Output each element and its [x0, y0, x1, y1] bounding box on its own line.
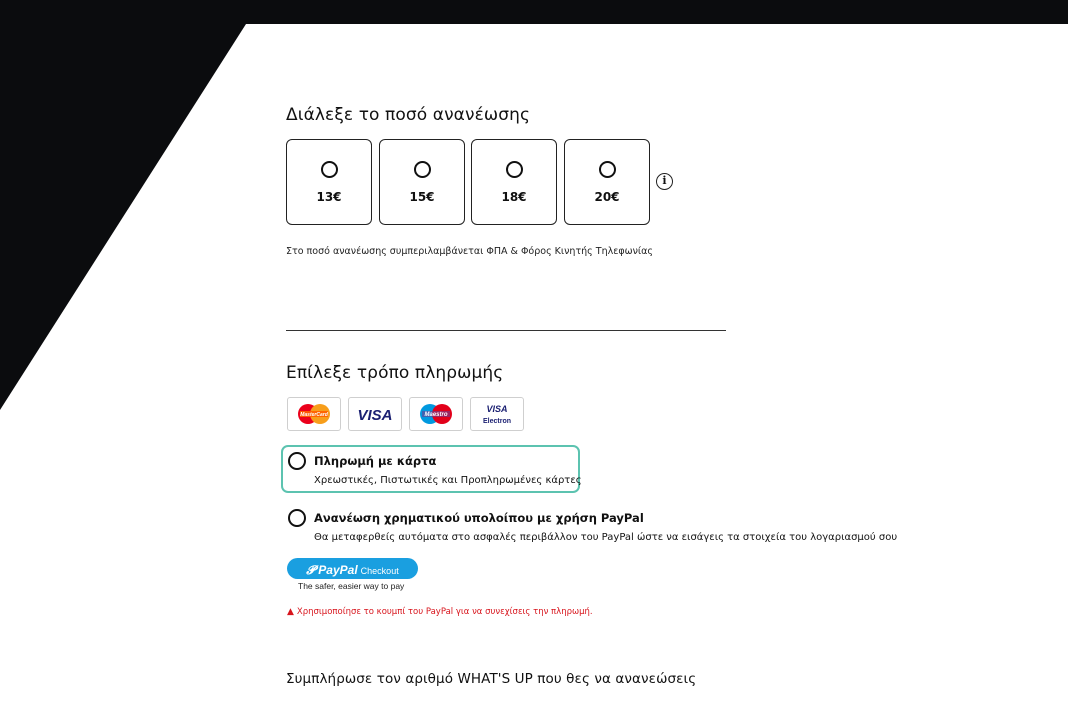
mastercard-logo	[287, 397, 341, 431]
paypal-option-title[interactable]: Ανανέωση χρηματικού υπολοίπου με χρήση PayPal	[314, 511, 644, 525]
pay-by-card-radio-icon[interactable]	[288, 452, 306, 470]
visa-electron-logo	[470, 397, 524, 431]
paypal-checkout-label: Checkout	[360, 566, 399, 576]
radio-icon[interactable]	[599, 161, 616, 178]
amount-option-20[interactable]	[564, 139, 650, 225]
amount-option-18[interactable]	[471, 139, 557, 225]
info-icon[interactable]: i	[656, 173, 673, 190]
number-section-title: Συμπλήρωσε τον αριθμό WHAT'S UP που θες να ανανεώσεις	[286, 671, 697, 687]
paypal-warning-text: Χρησιμοποίησε το κουμπί του PayPal για να συνεχίσεις την πληρωμή.	[296, 607, 593, 617]
section-divider	[286, 330, 726, 331]
visa-electron-logo-text: VISA	[486, 404, 508, 414]
paypal-option-radio-icon[interactable]	[288, 509, 306, 527]
paypal-option-subtitle: Θα μεταφερθείς αυτόματα στο ασφαλές περιβάλλον του PayPal ώστε να εισάγεις τα στοιχεία του λογαριασμού σου	[314, 532, 898, 543]
paypal-warning	[287, 607, 593, 617]
warning-icon: ▲	[287, 607, 294, 617]
amount-option-label: 13€	[316, 190, 342, 204]
amount-option-label: 15€	[409, 190, 435, 204]
radio-icon[interactable]	[506, 161, 523, 178]
pay-by-card-subtitle: Χρεωστικές, Πιστωτικές και Προπληρωμένες κάρτες	[314, 475, 582, 486]
diagonal-banner-decoration	[0, 0, 260, 420]
paypal-checkout-button[interactable]	[287, 558, 418, 579]
amount-section-title: Διάλεξε το ποσό ανανέωσης	[286, 105, 531, 125]
maestro-logo	[409, 397, 463, 431]
radio-icon[interactable]	[414, 161, 431, 178]
paypal-tagline: The safer, easier way to pay	[298, 581, 405, 591]
paypal-logo: 𝓟 PayPal	[306, 563, 358, 577]
amount-option-label: 18€	[501, 190, 527, 204]
visa-logo	[348, 397, 402, 431]
amount-option-13[interactable]	[286, 139, 372, 225]
visa-electron-logo-subtext: Electron	[482, 418, 512, 425]
visa-logo-text: VISA	[357, 407, 393, 424]
pay-by-card-title: Πληρωμή με κάρτα	[314, 454, 437, 468]
amount-option-15[interactable]	[379, 139, 465, 225]
maestro-logo-text: Maestro	[424, 412, 448, 418]
amount-vat-note: Στο ποσό ανανέωσης συμπεριλαμβάνεται ΦΠΑ & Φόρος Κινητής Τηλεφωνίας	[286, 246, 653, 257]
radio-icon[interactable]	[321, 161, 338, 178]
payment-section-title: Επίλεξε τρόπο πληρωμής	[286, 363, 504, 383]
mastercard-logo-text: MasterCard	[300, 412, 328, 418]
amount-option-label: 20€	[594, 190, 620, 204]
